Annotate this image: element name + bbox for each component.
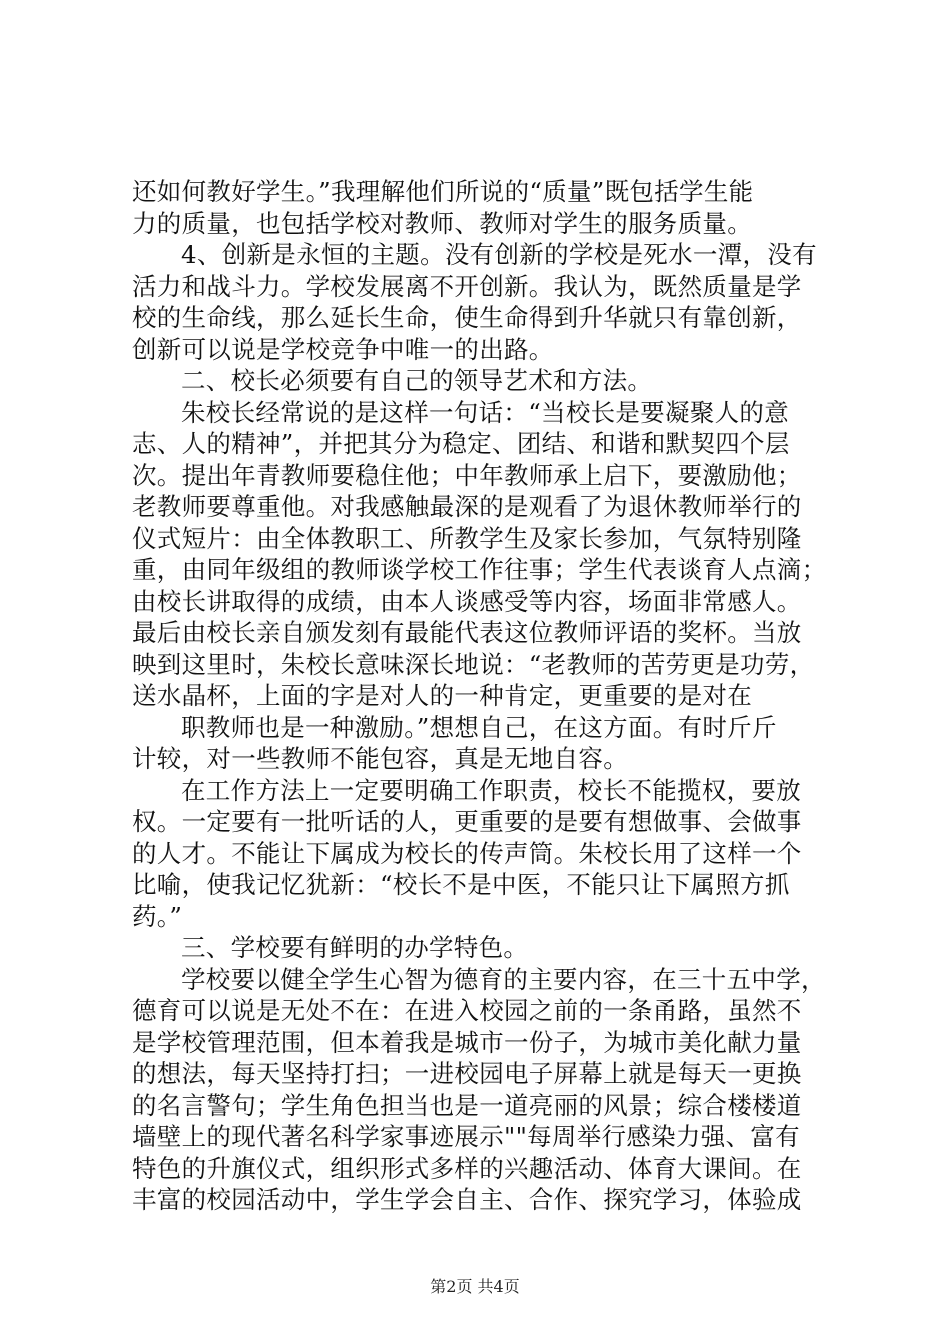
- text-line: 权。一定要有一批听话的人，更重要的是要有想做事、会做事: [132, 807, 802, 836]
- text-line: 计较，对一些教师不能包容，真是无地自容。: [132, 744, 628, 773]
- text-line: 药。”: [132, 901, 183, 931]
- text-line: 职教师也是一种激励。”想想自己，在这方面。有时斤斤: [181, 712, 777, 742]
- text-line: 志、人的精神”，并把其分为稳定、团结、和谐和默契四个层: [132, 429, 790, 458]
- text-line: 老教师要尊重他。对我感触最深的是观看了为退休教师举行的: [132, 492, 802, 521]
- text-line: 学校要以健全学生心智为德育的主要内容，在三十五中学，: [181, 964, 826, 994]
- text-line: 创新可以说是学校竞争中唯一的出路。: [132, 334, 554, 364]
- text-line: 校的生命线，那么延长生命，使生命得到升华就只有靠创新，: [132, 303, 802, 332]
- text-line: 墙壁上的现代著名科学家事迹展示""每周举行感染力强、富有: [132, 1122, 800, 1151]
- text-line: 的人才。不能让下属成为校长的传声筒。朱校长用了这样一个: [132, 838, 802, 868]
- text-line: 重，由同年级组的教师谈学校工作往事；学生代表谈育人点滴；: [132, 555, 827, 584]
- text-line: 在工作方法上一定要明确工作职责，校长不能揽权，要放: [181, 775, 801, 805]
- document-body: [132, 176, 832, 1216]
- text-line: 活力和战斗力。学校发展离不开创新。我认为，既然质量是学: [132, 271, 802, 301]
- text-line: 映到这里时，朱校长意味深长地说：“老教师的苦劳更是功劳，: [132, 649, 815, 679]
- text-line: 由校长讲取得的成绩，由本人谈感受等内容，场面非常感人。: [132, 586, 802, 616]
- text-line: 送水晶杯，上面的字是对人的一种肯定，更重要的是对在: [132, 681, 752, 710]
- text-line: 是学校管理范围，但本着我是城市一份子，为城市美化献力量: [132, 1027, 802, 1057]
- text-line: 比喻，使我记忆犹新：“校长不是中医，不能只让下属照方抓: [132, 870, 790, 899]
- text-line: 还如何教好学生。”我理解他们所说的“质量”既包括学生能: [132, 177, 754, 206]
- text-line: 的想法，每天坚持打扫；一进校园电子屏幕上就是每天一更换: [132, 1059, 802, 1088]
- text-line: 三、学校要有鲜明的办学特色。: [181, 933, 529, 962]
- text-line: 的名言警句；学生角色担当也是一道亮丽的风景；综合楼楼道: [132, 1090, 802, 1120]
- text-line: 4、创新是永恒的主题。没有创新的学校是死水一潭，没有: [181, 240, 817, 269]
- text-line: 仪式短片：由全体教职工、所教学生及家长参加，气氛特别隆: [132, 523, 802, 553]
- text-line: 朱校长经常说的是这样一句话：“当校长是要凝聚人的意: [181, 397, 790, 427]
- text-line: 最后由校长亲自颁发刻有最能代表这位教师评语的奖杯。当放: [132, 618, 802, 647]
- text-line: 丰富的校园活动中，学生学会自主、合作、探究学习，体验成: [132, 1185, 802, 1214]
- text-line: 德育可以说是无处不在：在进入校园之前的一条甬路，虽然不: [132, 996, 802, 1025]
- text-line: 二、校长必须要有自己的领导艺术和方法。: [181, 366, 653, 395]
- page-footer: 第2页 共4页: [430, 1277, 520, 1296]
- text-line: 特色的升旗仪式，组织形式多样的兴趣活动、体育大课间。在: [132, 1153, 802, 1183]
- text-line: 力的质量，也包括学校对教师、教师对学生的服务质量。: [132, 208, 752, 238]
- text-line: 次。提出年青教师要稳住他；中年教师承上启下，要激励他；: [132, 460, 802, 490]
